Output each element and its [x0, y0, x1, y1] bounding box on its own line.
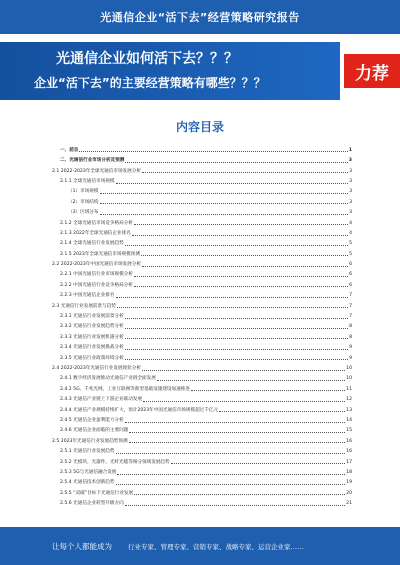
- toc-leader-dots: [116, 295, 349, 298]
- toc-row[interactable]: [46, 247, 352, 257]
- hero-subheadline: 企业“活下去”的主要经营策略有哪些？？？: [34, 76, 266, 90]
- toc-row-page: 7: [349, 293, 352, 299]
- toc-row-page: 3: [349, 189, 352, 195]
- toc-row[interactable]: [46, 496, 352, 506]
- footer-tagline: 行业专家、管理专家、营销专家、战略专家、运营企业家……: [128, 542, 304, 551]
- toc-row-label: 2.1.1 全球光通信市场规模: [60, 178, 115, 184]
- toc-row[interactable]: [46, 382, 352, 392]
- toc-leader-dots: [125, 326, 348, 329]
- toc-row-page: 4: [349, 220, 352, 226]
- toc-row-label: 2.5 2023年光通信行业发展趋势预测: [52, 438, 128, 444]
- toc-leader-dots: [125, 420, 345, 423]
- toc-leader-dots: [129, 440, 346, 443]
- toc-row-label: 2.5.2 光模块、光器件、光纤光缆等细分领域发展趋势: [60, 459, 170, 465]
- toc-row-label: 2.5.3 5G与光通信融合发展: [60, 469, 117, 475]
- toc-leader-dots: [100, 212, 349, 215]
- toc-row[interactable]: [46, 486, 352, 496]
- toc-row[interactable]: [46, 185, 352, 195]
- toc-leader-dots: [143, 399, 345, 402]
- toc-leader-dots: [125, 357, 348, 360]
- toc-row-label: 2.3.4 光通信行业发展挑战分析: [60, 345, 124, 351]
- toc-row-page: 20: [346, 490, 352, 496]
- toc-row-page: 19: [346, 480, 352, 486]
- toc-row-label: 2.1 2022-2023年全球光通信市场发展分析: [52, 168, 141, 174]
- toc-row-page: 6: [349, 282, 352, 288]
- toc-row[interactable]: [46, 143, 352, 153]
- toc-row-label: 2.4.1 数字经济发展推动光通信产业链全面发展: [60, 376, 156, 382]
- toc-row-label: 2.2.3 中国光通信企业排名: [60, 293, 115, 299]
- toc-row-page: 7: [349, 314, 352, 320]
- toc-row-label: 一、前言: [60, 147, 79, 153]
- toc-row-label: 2.1.4 全球光通信行业发展趋势: [60, 241, 124, 247]
- toc-leader-dots: [134, 222, 348, 225]
- table-of-contents: [46, 143, 352, 507]
- toc-row-label: 2.5.4 光通信技术创新趋势: [60, 480, 115, 486]
- toc-row-page: 3: [349, 210, 352, 216]
- toc-row-page: 4: [349, 230, 352, 236]
- toc-leader-dots: [100, 201, 349, 204]
- toc-row-page: 21: [346, 501, 352, 507]
- toc-leader-dots: [125, 316, 348, 319]
- toc-row-label: 2.1.3 2022年全球光通信企业排名: [60, 230, 131, 236]
- toc-row-page: 8: [349, 324, 352, 330]
- toc-row[interactable]: [46, 372, 352, 382]
- toc-row[interactable]: [46, 340, 352, 350]
- toc-row[interactable]: [46, 351, 352, 361]
- toc-row[interactable]: [46, 174, 352, 184]
- toc-row-page: 10: [346, 366, 352, 371]
- toc-row-page: 13: [346, 407, 352, 413]
- toc-row-label: 2.2 2022-2023年中国光通信市场发展分析: [52, 262, 141, 268]
- toc-row[interactable]: [46, 216, 352, 226]
- brand-badge-text: 力荐: [355, 63, 389, 84]
- toc-row-page: 5: [349, 241, 352, 247]
- toc-leader-dots: [142, 170, 348, 173]
- toc-row[interactable]: [46, 205, 352, 215]
- toc-row-label: 2.2.1 中国光通信行业市场规模分析: [60, 272, 133, 278]
- toc-leader-dots: [125, 503, 345, 506]
- toc-row-page: 8: [349, 334, 352, 340]
- toc-leader-dots: [129, 430, 345, 433]
- toc-leader-dots: [191, 388, 345, 391]
- toc-row-label: 二、光通信行业市场分析及预测: [60, 158, 125, 164]
- toc-leader-dots: [134, 274, 348, 277]
- toc-leader-dots: [117, 472, 345, 475]
- toc-row-page: 6: [349, 262, 352, 268]
- toc-row-label: 2.2.2 中国光通信行业竞争格局分析: [60, 282, 133, 288]
- toc-row-label: 2.3.2 光通信行业发展趋势分析: [60, 324, 124, 330]
- toc-leader-dots: [116, 482, 346, 485]
- toc-row-page: 12: [346, 397, 352, 403]
- toc-row[interactable]: [46, 403, 352, 413]
- brand-badge: [344, 54, 400, 88]
- toc-row-page: 5: [349, 251, 352, 257]
- toc-leader-dots: [141, 253, 348, 256]
- toc-leader-dots: [219, 409, 345, 412]
- toc-row-label: （1）市场规模: [68, 189, 99, 195]
- toc-row-page: 10: [346, 376, 352, 382]
- toc-row-label: 2.4 2022-2023年光通信行业发展现状分析: [52, 366, 141, 371]
- toc-row-page: 16: [346, 449, 352, 455]
- toc-row[interactable]: [46, 320, 352, 330]
- toc-row-label: 2.3.5 光通信行业政策环境分析: [60, 355, 124, 361]
- toc-leader-dots: [125, 160, 347, 163]
- toc-row-page: 6: [349, 272, 352, 278]
- toc-leader-dots: [125, 243, 348, 246]
- toc-leader-dots: [142, 264, 348, 267]
- toc-row[interactable]: [46, 268, 352, 278]
- toc-row[interactable]: [46, 164, 352, 174]
- toc-row[interactable]: [46, 361, 352, 371]
- toc-leader-dots: [132, 233, 348, 236]
- report-title: 光通信企业“活下去”经营策略研究报告: [100, 11, 300, 24]
- toc-row-page: 3: [348, 158, 352, 164]
- toc-row-label: 2.4.4 光通信产业规模持续扩大，预计2023年中国光通信市场规模超过千亿元: [60, 407, 219, 413]
- toc-row[interactable]: [46, 444, 352, 454]
- toc-row-page: 3: [349, 168, 352, 174]
- toc-row[interactable]: [46, 226, 352, 236]
- toc-row-label: 2.4.5 光通信企业盈利能力分析: [60, 417, 124, 423]
- toc-row[interactable]: [46, 257, 352, 267]
- toc-row-page: 11: [346, 386, 352, 392]
- toc-leader-dots: [116, 181, 349, 184]
- toc-leader-dots: [116, 451, 346, 454]
- toc-row[interactable]: [46, 153, 352, 163]
- toc-leader-dots: [171, 461, 346, 464]
- toc-row-page: 17: [346, 459, 352, 465]
- toc-row-page: 14: [346, 417, 352, 423]
- toc-row-label: 2.4.3 光通信产业链上下游企业联动发展: [60, 397, 143, 403]
- toc-leader-dots: [100, 191, 349, 194]
- toc-row[interactable]: [46, 476, 352, 486]
- toc-row-label: （2）市场结构: [68, 199, 99, 205]
- toc-leader-dots: [117, 305, 348, 308]
- toc-row-label: 2.3 光通信行业发展前景与趋势: [52, 303, 116, 309]
- toc-row-label: 2.3.1 光通信行业发展前景分析: [60, 314, 124, 320]
- footer-slogan: 让每个人都能成为: [52, 541, 112, 551]
- toc-row[interactable]: [46, 299, 352, 309]
- toc-row[interactable]: [46, 465, 352, 475]
- toc-row-label: 2.4.2 5G、千兆光网、工业互联网等新型基础设施建设加速推进: [60, 386, 190, 392]
- toc-row[interactable]: [46, 278, 352, 288]
- toc-leader-dots: [157, 378, 345, 381]
- toc-row[interactable]: [46, 434, 352, 444]
- footer-band: [0, 527, 400, 565]
- toc-row-page: 7: [349, 303, 352, 309]
- toc-row-page: 3: [349, 199, 352, 205]
- toc-row-page: 9: [349, 345, 352, 351]
- toc-title: 内容目录: [175, 120, 224, 134]
- toc-row-label: 2.3.3 光通信行业发展机遇分析: [60, 334, 124, 340]
- hero-headline: 光通信企业如何活下去？？？: [56, 51, 238, 67]
- toc-row[interactable]: [46, 237, 352, 247]
- toc-row-page: 16: [346, 438, 352, 444]
- toc-row-label: 2.5.5 “双碳”目标下光通信行业发展: [60, 490, 134, 496]
- toc-row-page: 9: [349, 355, 352, 361]
- toc-leader-dots: [79, 149, 347, 152]
- toc-row-page: 1: [348, 147, 352, 153]
- toc-row[interactable]: [46, 413, 352, 423]
- toc-row[interactable]: [46, 455, 352, 465]
- toc-row-label: 2.5.1 光通信行业发展趋势: [60, 449, 115, 455]
- toc-row[interactable]: [46, 330, 352, 340]
- toc-row-page: 15: [346, 428, 352, 434]
- toc-leader-dots: [125, 336, 348, 339]
- toc-row-page: 18: [346, 469, 352, 475]
- toc-row[interactable]: [46, 288, 352, 298]
- toc-leader-dots: [142, 368, 345, 371]
- toc-row-label: （3）区域分布: [68, 210, 99, 216]
- toc-leader-dots: [134, 492, 345, 495]
- toc-row-label: 2.4.6 光通信企业面临的主要问题: [60, 428, 129, 434]
- toc-row[interactable]: [46, 392, 352, 402]
- toc-row-label: 2.1.2 全球光通信市场竞争格局分析: [60, 220, 133, 226]
- toc-leader-dots: [125, 347, 348, 350]
- toc-row-label: 2.5.6 光通信企业转型升级方向: [60, 501, 124, 507]
- toc-leader-dots: [134, 284, 348, 287]
- toc-row[interactable]: [46, 309, 352, 319]
- hero-banner: [0, 34, 400, 104]
- header-band: [0, 0, 400, 34]
- toc-row[interactable]: [46, 424, 352, 434]
- toc-row-page: 3: [349, 178, 352, 184]
- toc-row-label: 2.1.5 2023年全球光通信市场规模预测: [60, 251, 140, 257]
- toc-row[interactable]: [46, 195, 352, 205]
